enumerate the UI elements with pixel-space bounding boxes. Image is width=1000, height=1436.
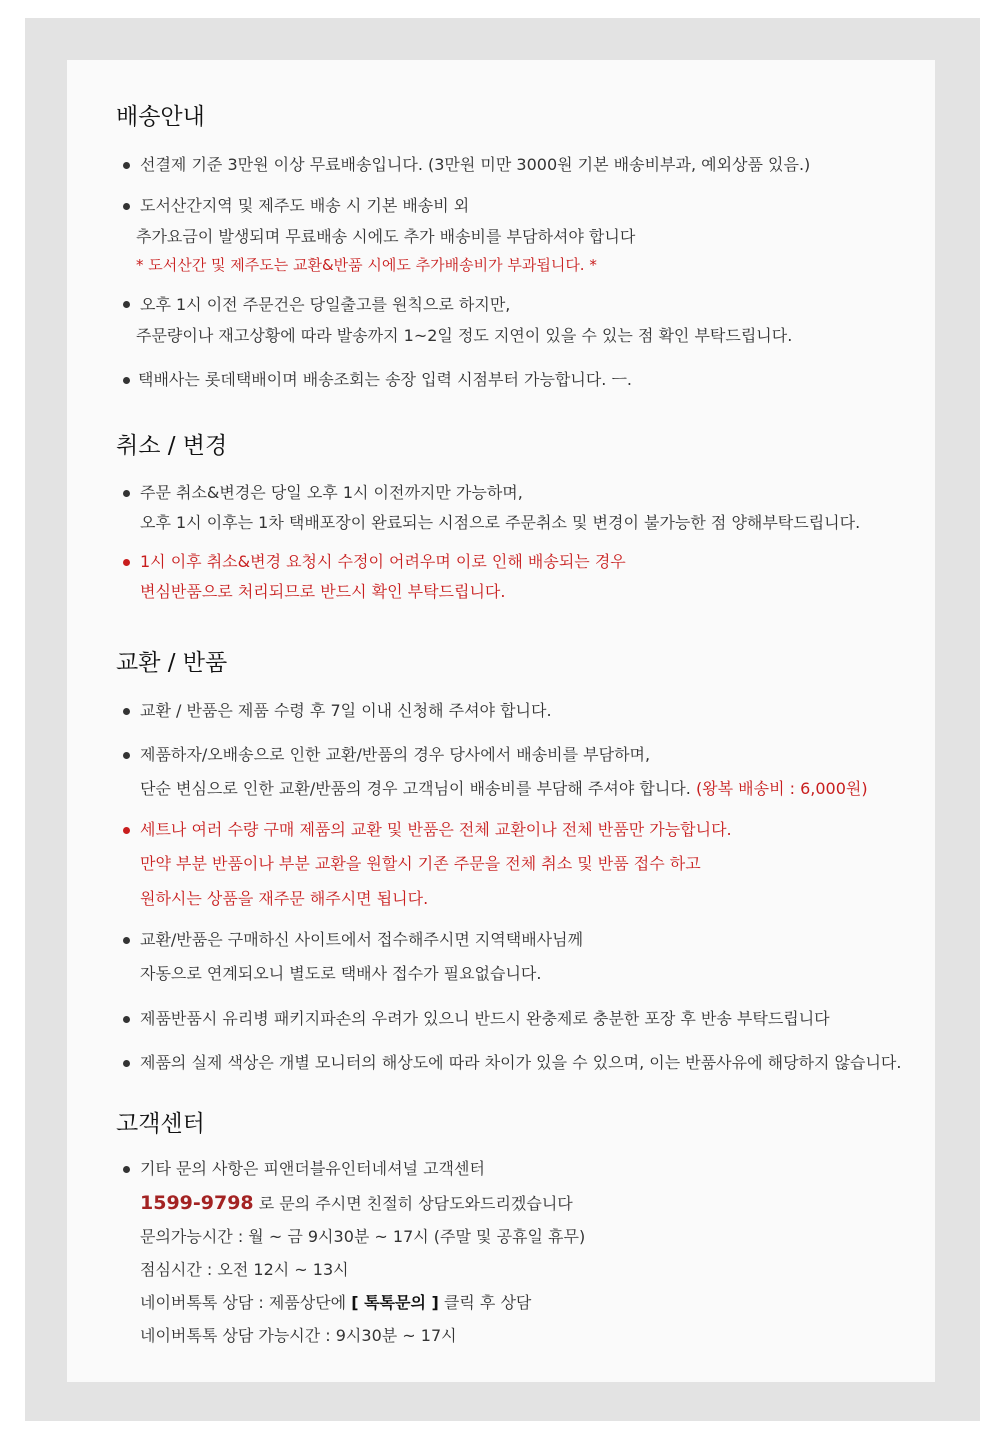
bullet-icon xyxy=(123,162,130,169)
exchange-item-2-line-2 xyxy=(140,778,868,800)
service-line-1: 기타 문의 사항은 피앤더블유인터네셔널 고객센터 xyxy=(140,1159,485,1178)
exchange-item-3-line-3: 원하시는 상품을 재주문 해주시면 됩니다. xyxy=(140,889,429,908)
service-line-2-text: 로 문의 주시면 친절히 상담도와드리겠습니다 xyxy=(253,1194,573,1213)
exchange-item-2-line-1: 제품하자/오배송으로 인한 교환/반품의 경우 당사에서 배송비를 부담하며, xyxy=(140,745,651,764)
service-talk-hours: 네이버톡톡 상담 가능시간 : 9시30분 ~ 17시 xyxy=(140,1326,457,1345)
cancel-heading: 취소 / 변경 xyxy=(116,433,228,459)
service-hours: 문의가능시간 : 월 ~ 금 9시30분 ~ 17시 (주말 및 공휴일 휴무) xyxy=(140,1227,586,1246)
phone-number[interactable]: 1599-9798 xyxy=(140,1192,254,1214)
cancel-item-1-line-2: 오후 1시 이후는 1차 택배포장이 완료되는 시점으로 주문취소 및 변경이 불가능한 점 양해부탁드립니다. xyxy=(140,513,861,532)
cancel-item-1-line-1: 주문 취소&변경은 당일 오후 1시 이전까지만 가능하며, xyxy=(140,483,523,502)
service-line-2 xyxy=(140,1190,573,1217)
cancel-item-2-line-1: 1시 이후 취소&변경 요청시 수정이 어려우며 이로 인해 배송되는 경우 xyxy=(140,552,626,571)
bullet-icon xyxy=(123,301,130,308)
bullet-icon xyxy=(123,752,130,759)
exchange-item-3-line-2: 만약 부분 반품이나 부분 교환을 원할시 기존 주문을 전체 취소 및 반품 접수 하고 xyxy=(140,854,701,873)
bullet-icon xyxy=(123,827,130,834)
exchange-item-5: 제품반품시 유리병 패키지파손의 우려가 있으니 반드시 완충제로 충분한 포장 후 반송 부탁드립니다 xyxy=(140,1009,830,1028)
shipping-item-1: 선결제 기준 3만원 이상 무료배송입니다. (3만원 미만 3000원 기본 배송비부과, 예외상품 있음.) xyxy=(140,155,811,174)
cancel-item-2-line-2: 변심반품으로 처리되므로 반드시 확인 부탁드립니다. xyxy=(140,582,506,601)
exchange-item-4-line-1: 교환/반품은 구매하신 사이트에서 접수해주시면 지역택배사님께 xyxy=(140,930,584,949)
bullet-icon xyxy=(123,937,130,944)
exchange-item-2-text: 단순 변심으로 인한 교환/반품의 경우 고객님이 배송비를 부담해 주셔야 합니다. xyxy=(140,779,691,798)
shipping-item-4: 택배사는 롯데택배이며 배송조회는 송장 입력 시점부터 가능합니다. ㅡ. xyxy=(138,370,632,389)
shipping-heading: 배송안내 xyxy=(116,104,205,130)
service-talk xyxy=(140,1292,531,1314)
bullet-icon xyxy=(123,490,130,497)
bullet-icon xyxy=(123,1060,130,1067)
talk-suffix: 클릭 후 상담 xyxy=(438,1293,532,1312)
exchange-item-4-line-2: 자동으로 연계되오니 별도로 택배사 접수가 필요없습니다. xyxy=(140,964,542,983)
shipping-item-2-line-1: 도서산간지역 및 제주도 배송 시 기본 배송비 외 xyxy=(140,196,470,215)
service-heading: 고객센터 xyxy=(116,1111,205,1137)
talk-prefix: 네이버톡톡 상담 : 제품상단에 xyxy=(140,1293,352,1312)
exchange-item-3-line-1: 세트나 여러 수량 구매 제품의 교환 및 반품은 전체 교환이나 전체 반품만 가능합니다. xyxy=(140,820,732,839)
bullet-icon xyxy=(123,377,130,384)
bullet-icon xyxy=(123,1166,130,1173)
return-fee: (왕복 배송비 : 6,000원) xyxy=(695,779,868,798)
talk-inquiry-button[interactable]: [ 톡톡문의 ] xyxy=(351,1293,439,1312)
service-lunch: 점심시간 : 오전 12시 ~ 13시 xyxy=(140,1260,349,1279)
bullet-icon xyxy=(123,1016,130,1023)
exchange-item-6: 제품의 실제 색상은 개별 모니터의 해상도에 따라 차이가 있을 수 있으며, 이는 반품사유에 해당하지 않습니다. xyxy=(140,1053,902,1072)
shipping-item-2-note: * 도서산간 및 제주도는 교환&반품 시에도 추가배송비가 부과됩니다. * xyxy=(136,256,597,274)
bullet-icon xyxy=(123,708,130,715)
exchange-heading: 교환 / 반품 xyxy=(116,650,228,676)
shipping-item-3-line-1: 오후 1시 이전 주문건은 당일출고를 원칙으로 하지만, xyxy=(140,295,511,314)
shipping-item-3-line-2: 주문량이나 재고상황에 따라 발송까지 1~2일 정도 지연이 있을 수 있는 점 확인 부탁드립니다. xyxy=(136,326,793,345)
bullet-icon xyxy=(123,559,130,566)
exchange-item-1: 교환 / 반품은 제품 수령 후 7일 이내 신청해 주셔야 합니다. xyxy=(140,701,552,720)
shipping-item-2-line-2: 추가요금이 발생되며 무료배송 시에도 추가 배송비를 부담하셔야 합니다 xyxy=(136,227,636,246)
bullet-icon xyxy=(123,203,130,210)
